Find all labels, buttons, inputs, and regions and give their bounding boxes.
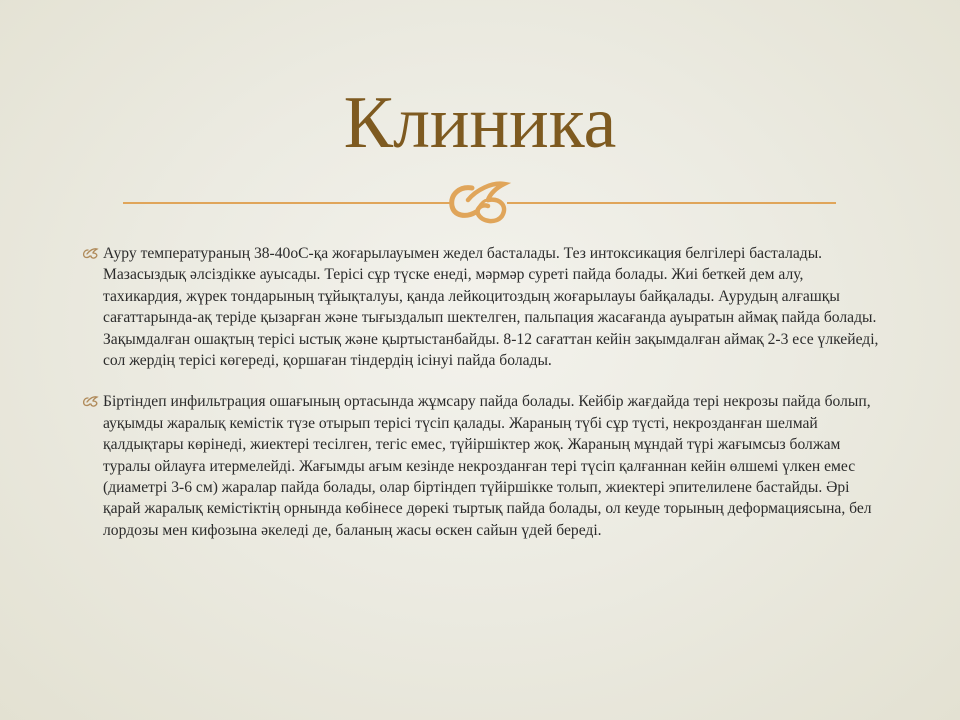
ornament-bullet-icon (82, 395, 99, 408)
ornament-bullet-icon (82, 247, 99, 260)
scroll-ornament-icon (446, 174, 512, 228)
bullet-text: Ауру температураның 38-40оС-қа жоғарылауымен жедел басталады. Тез интоксикация белгілері басталады. Мазасыздық әлсіздікке ауысады. Терісі сұр түске енеді, мәрмәр суреті пайда болады. Жиі беткей дем алу, тахикардия, жүрек тондарының тұйықталуы, қанда лейкоцитоздың жоғарылауы байқалады. Аурудың алғашқы сағаттарында-ақ теріде қызарған және тығыздалып шектелген, пальпация жасағанда ауыратын аймақ пайда болады. Зақымдалған ошақтың терісі ыстық және қыртыстанбайды. 8-12 сағаттан кейін зақымдалған аймақ 2-3 есе үлкейеді, сол жердің терісі көгереді, қоршаған тіндердің ісінуі пайда болады. (103, 245, 879, 370)
bullet-item (82, 243, 882, 371)
slide-content (82, 243, 882, 561)
title-divider-left (123, 202, 450, 204)
title-divider-right (507, 202, 836, 204)
slide-title: Клиника (343, 82, 617, 164)
bullet-item (82, 391, 882, 541)
bullet-text: Біртіндеп инфильтрация ошағының ортасында жұмсару пайда болады. Кейбір жағдайда тері некрозы пайда болып, ауқымды жаралық кемістік түзе отырып терісі түсіп қалады. Жараның түбі сұр түсті, некрозданған шелмай қалдықтары көрінеді, жиектері тесілген, тегіс емес, түйіршіктер жоқ. Жараның мұндай түрі жағымсыз болжам туралы ойлауға итермелейді. Жағымды ағым кезінде некрозданған тері түсіп қалғаннан кейін өлшемі үлкен емес (диаметрі 3-6 см) жаралар пайда болады, олар біртіндеп түйіршікке толып, жиектері эпителилене бастайды. Әрі қарай жаралық кемістіктің орнында көбінесе дөрекі тыртық пайда болады, ол кеуде торының деформациясына, бел лордозы мен кифозына әкеледі де, баланың жасы өскен сайын үдей береді. (103, 393, 872, 539)
